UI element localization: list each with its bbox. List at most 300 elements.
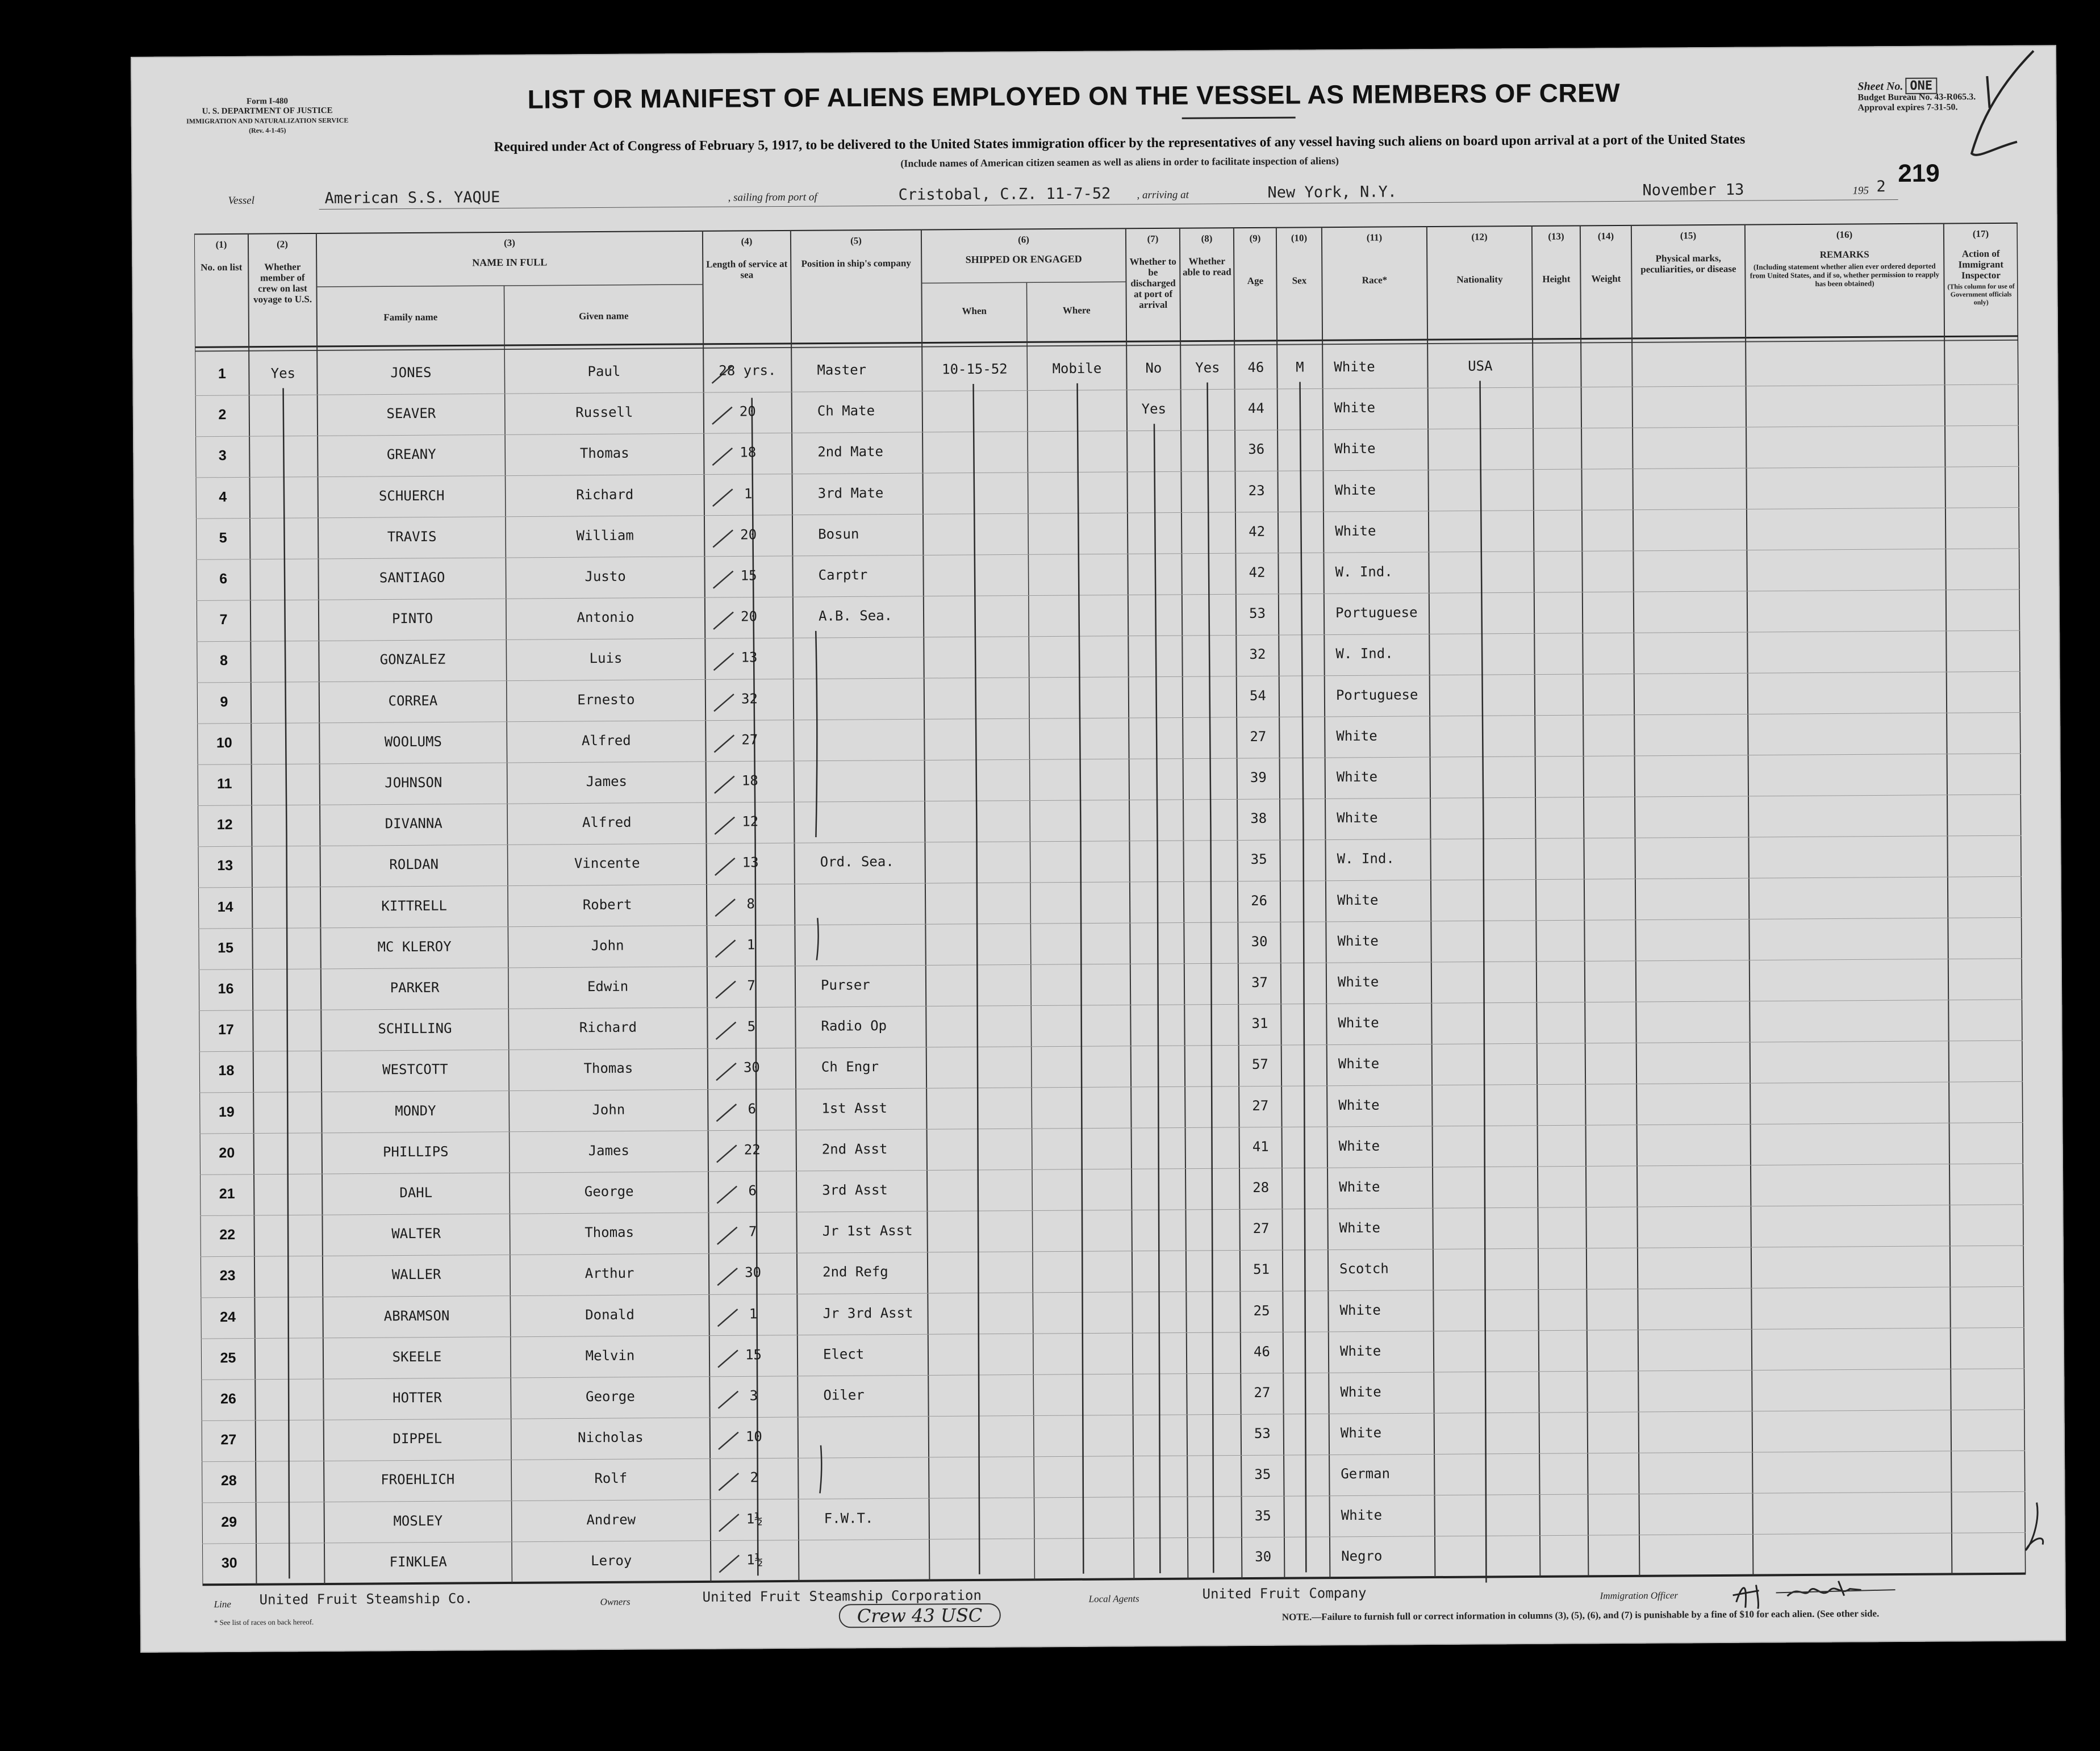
given-name-cell: Melvin — [585, 1347, 635, 1364]
year-suffix: 2 — [1876, 178, 1886, 196]
family-name-cell: SEAVER — [386, 405, 436, 422]
line-value: United Fruit Steamship Co. — [259, 1590, 473, 1608]
family-name-cell: WOOLUMS — [384, 733, 442, 750]
given-name-cell: Paul — [587, 363, 621, 380]
when-header: When — [962, 305, 987, 317]
age-cell: 35 — [1254, 1507, 1271, 1524]
service-cell: 5 — [747, 1018, 756, 1035]
service-cell: 30 — [745, 1264, 762, 1281]
handwritten-check-mark — [1937, 45, 2051, 176]
column-11-header-number: (11) — [1366, 232, 1383, 243]
officer-label: Immigration Officer — [1600, 1590, 1679, 1602]
column-1-header-number: (1) — [215, 239, 227, 250]
position-cell: Elect — [823, 1345, 865, 1363]
given-name-cell: John — [591, 937, 624, 954]
family-name-cell: JONES — [390, 364, 432, 381]
row-rule — [202, 1451, 2025, 1462]
service-cell: 13 — [741, 649, 758, 666]
position-cell: Ord. Sea. — [820, 854, 894, 871]
subtitle: Required under Act of Congress of February 5, 1917, to be delivered to the United States immigration officer by the representatives of any vessel having such aliens on board upon arrival at a port of the United States — [494, 132, 1746, 155]
punch-hole — [75, 1198, 112, 1229]
position-cell: F.W.T. — [824, 1510, 874, 1527]
given-name-cell: James — [586, 773, 628, 790]
row-rule — [198, 917, 2022, 929]
manifest-footer — [203, 1582, 2027, 1650]
punch-hole — [69, 164, 106, 194]
age-cell: 57 — [1251, 1056, 1268, 1073]
position-cell: Jr 3rd Asst — [823, 1305, 913, 1322]
given-name-cell: George — [585, 1388, 635, 1405]
family-name-cell: TRAVIS — [387, 528, 437, 545]
row-rule — [196, 549, 2019, 560]
row-number: 23 — [219, 1268, 236, 1284]
officer-signature — [1725, 1573, 1901, 1614]
service-cell: 1½ — [746, 1552, 763, 1568]
column-10-header-label: Sex — [1292, 275, 1307, 286]
form-number: Form I-480 — [246, 97, 288, 106]
given-name-cell: George — [584, 1183, 634, 1200]
race-cell: White — [1340, 1384, 1381, 1401]
service-cell: 15 — [745, 1347, 762, 1363]
given-name-cell: Russell — [575, 404, 633, 421]
column-8-header-label: Whether able to read — [1182, 256, 1231, 278]
where-header: Where — [1062, 304, 1091, 316]
given-name-cell: Rolf — [594, 1470, 628, 1487]
race-cell: White — [1336, 728, 1377, 744]
column-16-header-label: REMARKS — [1819, 249, 1869, 260]
row-number: 1 — [218, 365, 226, 382]
service-cell: 2 — [750, 1469, 759, 1486]
column-11-header-label: Race* — [1362, 274, 1388, 286]
subheader-rule — [921, 282, 1126, 283]
arriving-label: , arriving at — [1137, 189, 1189, 202]
age-cell: 46 — [1253, 1343, 1271, 1360]
row-number: 22 — [219, 1227, 236, 1243]
row-number: 20 — [219, 1144, 235, 1161]
race-cell: Portuguese — [1335, 604, 1418, 621]
position-cell: Ch Mate — [817, 403, 875, 419]
ditto-stroke — [1206, 382, 1216, 1573]
penalty-note: NOTE.—Failure to furnish full or correct information in columns (3), (5), (6), and (7) is punishable by a fine of $10 for each alien. (See other side. — [1281, 1608, 1880, 1623]
age-cell: 37 — [1251, 974, 1268, 991]
stamp-number: 219 — [1898, 159, 1940, 187]
race-cell: Portuguese — [1335, 686, 1418, 703]
age-cell: 30 — [1255, 1548, 1272, 1565]
service-name: IMMIGRATION AND NATURALIZATION SERVICE — [186, 116, 349, 126]
race-cell: White — [1336, 768, 1378, 785]
position-cell: Jr 1st Asst — [822, 1222, 913, 1239]
given-name-cell: Leroy — [590, 1552, 632, 1569]
row-number: 16 — [218, 980, 234, 997]
row-number: 27 — [220, 1432, 237, 1448]
given-name-cell: Arthur — [585, 1265, 634, 1282]
family-name-cell: HOTTER — [392, 1389, 442, 1406]
row-rule — [200, 1205, 2023, 1216]
row-rule — [199, 1040, 2023, 1052]
remarks-note: (Including statement whether alien ever ordered deported from United States, and if so, whether permission to reapply has been obtained) — [1750, 261, 1940, 288]
row-rule — [195, 425, 2019, 437]
race-cell: White — [1339, 1179, 1380, 1196]
approval-expires: Approval expires 7-31-50. — [1857, 102, 1958, 113]
given-name-cell: Nicholas — [577, 1429, 644, 1446]
row-rule — [201, 1246, 2024, 1257]
subtitle-note: (Include names of American citizen seamen as well as aliens in order to facilitate inspection of aliens) — [900, 155, 1339, 169]
race-cell: White — [1337, 933, 1379, 949]
ditto-stroke — [1153, 424, 1162, 1573]
family-name-cell: MC KLEROY — [377, 938, 452, 955]
year-prefix: 195 — [1852, 185, 1869, 197]
age-cell: 32 — [1249, 646, 1266, 663]
age-cell: 27 — [1254, 1384, 1271, 1401]
row-number: 4 — [219, 488, 227, 505]
given-name-cell: Thomas — [583, 1060, 633, 1077]
row-rule — [201, 1286, 2024, 1298]
row-rule — [198, 876, 2022, 888]
age-cell: 25 — [1253, 1302, 1270, 1319]
row-number: 12 — [216, 817, 233, 833]
column-3-header-number: (3) — [504, 237, 515, 248]
handwritten-mark — [2020, 1499, 2055, 1556]
age-cell: 23 — [1248, 482, 1265, 499]
column-17-header-label: Action of Immigrant Inspector — [1958, 248, 2004, 281]
row-rule — [197, 671, 2020, 683]
row-number: 24 — [220, 1309, 236, 1325]
family-name-cell: GREANY — [386, 446, 436, 463]
ditto-stroke — [816, 918, 819, 960]
last-voyage-cell: Yes — [270, 365, 296, 382]
age-cell: 46 — [1247, 359, 1264, 375]
races-note: * See list of races on back hereof. — [214, 1618, 314, 1627]
owners-value: United Fruit Steamship Corporation — [702, 1587, 982, 1605]
given-name-cell: Vincente — [574, 855, 640, 872]
shipped-where-cell: Mobile — [1052, 360, 1102, 377]
row-number: 11 — [217, 775, 232, 792]
family-name-cell: SCHILLING — [378, 1020, 452, 1037]
given-name-cell: Alfred — [581, 732, 631, 749]
column-9-header-label: Age — [1247, 275, 1264, 286]
family-name-cell: MONDY — [395, 1102, 436, 1119]
family-name-cell: PARKER — [390, 979, 440, 996]
service-cell: 12 — [742, 813, 759, 830]
given-name-cell: Edwin — [587, 978, 629, 995]
family-name-cell: ABRAMSON — [383, 1307, 450, 1324]
service-cell: 28 yrs. — [719, 362, 776, 379]
column-10-header-number: (10) — [1291, 232, 1308, 244]
vessel-name: American S.S. YAQUE — [324, 189, 500, 207]
department: U. S. DEPARTMENT OF JUSTICE — [202, 106, 333, 116]
row-number: 21 — [219, 1185, 235, 1202]
row-rule — [199, 959, 2022, 970]
row-number: 25 — [220, 1349, 236, 1366]
age-cell: 27 — [1252, 1097, 1269, 1114]
column-2-header-number: (2) — [277, 239, 288, 250]
position-cell: A.B. Sea. — [818, 608, 893, 624]
position-cell: Bosun — [818, 525, 859, 542]
row-rule — [201, 1369, 2024, 1380]
given-name-cell: Thomas — [579, 445, 629, 462]
service-cell: 18 — [740, 444, 757, 461]
row-number: 17 — [218, 1022, 234, 1038]
row-number: 19 — [218, 1104, 235, 1120]
race-cell: White — [1339, 1219, 1380, 1236]
position-cell: Ch Engr — [821, 1059, 879, 1075]
revision: (Rev. 4-1-45) — [249, 126, 286, 135]
shipped-when-cell: 10-15-52 — [942, 361, 1008, 378]
row-number: 15 — [218, 939, 234, 956]
family-name-cell: PHILLIPS — [382, 1143, 449, 1160]
service-cell: 27 — [741, 732, 758, 748]
position-cell: Purser — [820, 977, 870, 993]
row-number: 29 — [221, 1514, 237, 1530]
discharged-cell: Yes — [1141, 401, 1167, 417]
voyage-line — [222, 179, 2040, 213]
given-name-cell: Thomas — [585, 1224, 634, 1241]
given-name-cell: Donald — [585, 1306, 634, 1323]
agents-value: United Fruit Company — [1202, 1585, 1367, 1602]
row-rule — [196, 508, 2019, 519]
service-cell: 22 — [744, 1142, 761, 1158]
row-rule — [198, 835, 2021, 847]
service-cell: 13 — [742, 854, 759, 871]
given-name-cell: John — [592, 1101, 625, 1118]
column-1-header-label: No. on list — [201, 261, 243, 273]
race-cell: Scotch — [1339, 1260, 1389, 1277]
ditto-stroke — [820, 1445, 822, 1493]
position-cell: 3rd Mate — [817, 484, 884, 502]
column-5-header-label: Position in ship's company — [801, 257, 911, 269]
sailing-label: , sailing from port of — [728, 191, 817, 204]
age-cell: 53 — [1254, 1425, 1271, 1442]
owners-label: Owners — [600, 1596, 631, 1608]
punch-hole — [74, 1111, 112, 1142]
age-cell: 51 — [1253, 1261, 1270, 1278]
row-rule — [198, 754, 2021, 765]
row-rule — [200, 1122, 2023, 1134]
race-cell: White — [1341, 1507, 1383, 1523]
position-cell: Carptr — [818, 567, 868, 583]
given-name-cell: Richard — [579, 1019, 637, 1036]
ditto-stroke — [972, 384, 982, 1574]
family-name-cell: CORREA — [388, 692, 438, 709]
age-cell: 53 — [1249, 605, 1266, 622]
crew-handwritten-note: Crew 43 USC — [839, 1603, 1001, 1628]
service-cell: 3 — [749, 1388, 758, 1404]
race-cell: White — [1339, 1343, 1381, 1359]
race-cell: Negro — [1341, 1548, 1383, 1564]
family-name-cell: ROLDAN — [389, 856, 439, 873]
race-cell: White — [1338, 1138, 1380, 1154]
position-cell: Radio Op — [821, 1018, 887, 1034]
punch-hole — [70, 602, 108, 633]
family-name-cell: MOSLEY — [393, 1512, 443, 1529]
race-cell: White — [1338, 1097, 1380, 1113]
row-rule — [198, 795, 2021, 806]
port-from: Cristobal, C.Z. 11-7-52 — [898, 185, 1111, 204]
age-cell: 36 — [1248, 441, 1265, 458]
row-rule — [201, 1327, 2024, 1339]
row-number: 3 — [218, 448, 227, 464]
service-cell: 15 — [740, 567, 757, 584]
column-7-header-number: (7) — [1147, 233, 1159, 245]
row-number: 5 — [219, 529, 227, 546]
column-3-header-label: NAME IN FULL — [472, 256, 548, 269]
row-number: 30 — [221, 1554, 237, 1571]
age-cell: 35 — [1250, 851, 1267, 868]
given-name-cell: Justo — [585, 568, 626, 585]
row-number: 26 — [220, 1390, 236, 1407]
age-cell: 38 — [1250, 810, 1267, 827]
family-name-cell: PINTO — [391, 610, 433, 627]
column-rule — [2018, 223, 2026, 1574]
given-name-header: Given name — [579, 310, 629, 322]
ditto-stroke — [815, 631, 817, 837]
service-cell: 6 — [748, 1182, 757, 1199]
column-2-header-label: Whether member of crew on last voyage to U.S. — [253, 261, 312, 305]
inspector-note: (This column for use of Government officials only) — [1947, 282, 2015, 307]
race-cell: White — [1337, 892, 1379, 908]
column-6-header-number: (6) — [1018, 234, 1029, 245]
position-cell: 2nd Mate — [817, 444, 883, 461]
column-12-header-number: (12) — [1471, 231, 1488, 243]
ditto-stroke — [1479, 381, 1488, 1582]
row-rule — [196, 466, 2019, 478]
ditto-stroke — [1076, 383, 1086, 1574]
race-cell: White — [1335, 523, 1376, 539]
column-8-header-number: (8) — [1201, 233, 1213, 244]
able-to-read-cell: Yes — [1195, 360, 1220, 376]
service-cell: 32 — [741, 690, 758, 707]
family-name-cell: SCHUERCH — [378, 487, 445, 504]
service-cell: 6 — [748, 1100, 757, 1117]
family-name-cell: KITTRELL — [381, 897, 448, 914]
row-rule — [202, 1491, 2026, 1503]
vessel-label: Vessel — [228, 194, 255, 207]
age-cell: 39 — [1250, 769, 1267, 785]
family-name-header: Family name — [383, 311, 438, 323]
column-5-header-number: (5) — [850, 235, 862, 246]
family-name-cell: JOHNSON — [385, 774, 442, 791]
service-cell: 1 — [749, 1305, 758, 1322]
punch-hole — [69, 257, 107, 287]
page-title: LIST OR MANIFEST OF ALIENS EMPLOYED ON THE VESSEL AS MEMBERS OF CREW — [527, 77, 1621, 114]
service-cell: 20 — [740, 526, 757, 543]
row-number: 14 — [217, 899, 233, 915]
race-cell: White — [1338, 1014, 1379, 1031]
column-6-header-label: SHIPPED OR ENGAGED — [965, 253, 1082, 266]
column-15-header-label: Physical marks, peculiarities, or disease — [1640, 252, 1736, 275]
row-rule — [199, 1081, 2023, 1093]
row-rule — [197, 712, 2020, 724]
race-cell: White — [1340, 1424, 1382, 1441]
row-number: 9 — [220, 693, 228, 710]
column-13-header-label: Height — [1542, 273, 1571, 285]
service-cell: 7 — [748, 1223, 757, 1240]
title-underline — [1182, 116, 1296, 119]
given-name-cell: Richard — [576, 486, 634, 503]
service-cell: 30 — [743, 1059, 760, 1076]
race-cell: White — [1337, 973, 1379, 991]
race-cell: W. Ind. — [1335, 645, 1393, 662]
column-9-header-number: (9) — [1249, 232, 1261, 244]
family-name-cell: DAHL — [399, 1184, 433, 1201]
row-number: 2 — [218, 407, 227, 423]
race-cell: White — [1339, 1302, 1381, 1318]
punch-hole — [70, 512, 107, 543]
age-cell: 54 — [1249, 687, 1266, 704]
position-cell: 1st Asst — [821, 1100, 888, 1117]
row-number: 13 — [217, 858, 233, 874]
race-cell: White — [1334, 399, 1376, 416]
age-cell: 30 — [1251, 933, 1268, 950]
position-cell: 3rd Asst — [822, 1181, 888, 1198]
race-cell: White — [1337, 809, 1378, 826]
column-7-header-label: Whether to be discharged at port of arrival — [1129, 256, 1176, 311]
agents-label: Local Agents — [1088, 1593, 1139, 1604]
row-number: 28 — [220, 1473, 237, 1489]
column-4-header-number: (4) — [741, 236, 753, 247]
punch-hole — [77, 1546, 115, 1577]
manifest-sheet — [131, 45, 2066, 1653]
race-cell: W. Ind. — [1335, 563, 1393, 580]
row-number: 7 — [219, 612, 228, 628]
row-rule — [202, 1410, 2025, 1421]
column-12-header-label: Nationality — [1456, 274, 1503, 285]
given-name-cell: Andrew — [586, 1511, 636, 1528]
given-name-cell: William — [576, 527, 634, 544]
service-cell: 20 — [741, 608, 758, 625]
age-cell: 26 — [1251, 892, 1268, 909]
service-cell: 20 — [739, 403, 756, 420]
family-name-cell: FINKLEA — [389, 1553, 447, 1570]
column-14-header-label: Weight — [1591, 273, 1621, 285]
family-name-cell: SANTIAGO — [379, 569, 445, 586]
column-rule — [1026, 282, 1034, 1579]
row-number: 10 — [216, 734, 232, 751]
column-13-header-number: (13) — [1548, 231, 1564, 242]
given-name-cell: Ernesto — [577, 691, 635, 708]
discharged-cell: No — [1145, 360, 1162, 377]
given-name-cell: Robert — [582, 896, 632, 913]
row-rule — [195, 385, 2019, 396]
form-identification — [182, 97, 352, 136]
sheet-label: Sheet No. — [1857, 80, 1903, 93]
column-4-header-label: Length of service at sea — [706, 258, 788, 281]
ditto-stroke — [1299, 382, 1308, 1572]
age-cell: 41 — [1252, 1138, 1269, 1155]
line-label: Line — [214, 1598, 231, 1610]
age-cell: 35 — [1254, 1466, 1271, 1483]
row-number: 18 — [218, 1063, 235, 1079]
port-to: New York, N.Y. — [1267, 183, 1397, 202]
age-cell: 27 — [1250, 728, 1267, 745]
family-name-cell: WESTCOTT — [382, 1062, 448, 1078]
row-rule — [199, 1000, 2022, 1011]
service-cell: 1½ — [746, 1510, 763, 1527]
given-name-cell: Alfred — [582, 814, 632, 831]
position-cell: 2nd Asst — [821, 1140, 888, 1157]
column-15-header-number: (15) — [1680, 230, 1697, 241]
subheader-rule — [316, 285, 703, 287]
age-cell: 44 — [1247, 400, 1264, 417]
age-cell: 27 — [1253, 1220, 1270, 1237]
family-name-cell: WALLER — [391, 1267, 441, 1283]
given-name-cell: Luis — [589, 650, 623, 667]
age-cell: 28 — [1253, 1179, 1270, 1196]
family-name-cell: GONZALEZ — [379, 651, 446, 668]
ditto-stroke — [282, 388, 291, 1578]
column-17-header-number: (17) — [1972, 228, 1989, 240]
column-16-header-number: (16) — [1836, 229, 1853, 240]
